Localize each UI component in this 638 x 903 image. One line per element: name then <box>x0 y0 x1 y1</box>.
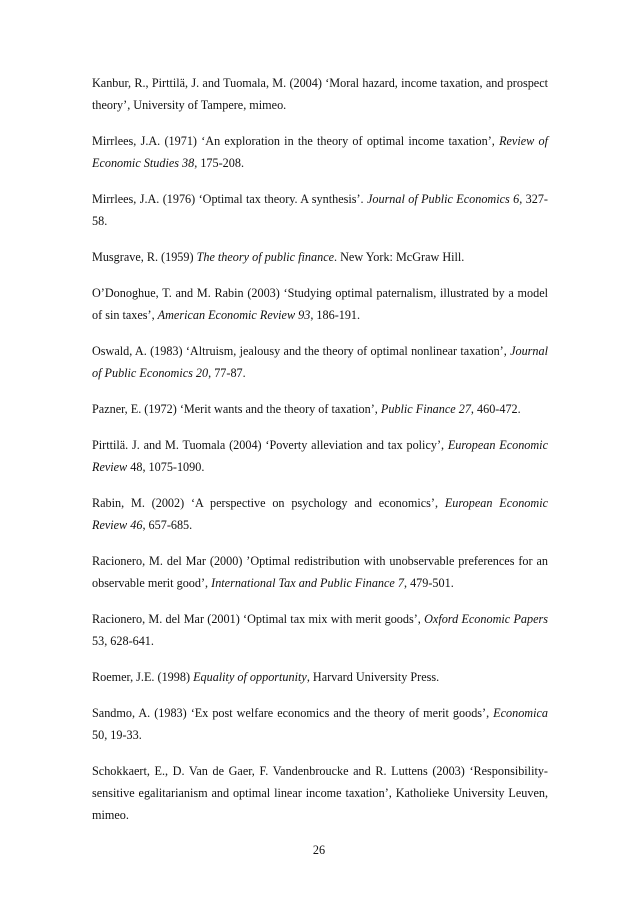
reference-entry <box>92 246 548 268</box>
reference-text: Schokkaert, E., D. Van de Gaer, F. Vandenbroucke and R. Luttens (2003) ‘Responsibility-sensitive egalitarianism and optimal linear income taxation’, Katholieke University Leuven, mimeo. <box>92 764 548 822</box>
reference-text: 48, 1075-1090. <box>127 460 205 474</box>
reference-text: Mirrlees, J.A. (1971) ‘An exploration in the theory of optimal income taxation’, <box>92 134 500 148</box>
reference-text: Sandmo, A. (1983) ‘Ex post welfare economics and the theory of merit goods’, <box>92 706 494 720</box>
reference-entry <box>92 340 548 384</box>
reference-source-italic: American Economic Review 93 <box>157 308 311 322</box>
reference-entry <box>92 550 548 594</box>
reference-entry <box>92 398 548 420</box>
reference-text: , 657-685. <box>142 518 193 532</box>
reference-entry <box>92 282 548 326</box>
reference-text: Pirttilä. J. and M. Tuomala (2004) ‘Poverty alleviation and tax policy’, <box>92 438 448 452</box>
reference-text: Roemer, J.E. (1998) <box>92 670 194 684</box>
page-number: 26 <box>312 843 326 857</box>
reference-text: , 175-208. <box>194 156 244 170</box>
reference-source-italic: Equality of opportunity <box>193 670 307 684</box>
reference-text: Kanbur, R., Pirttilä, J. and Tuomala, M. (2004) ‘Moral hazard, income taxation, and prospect theory’, University of Tampere, mimeo. <box>92 76 548 112</box>
reference-entry <box>92 72 548 116</box>
reference-text: 53, 628-641. <box>92 634 154 648</box>
reference-source-italic: European Economic Review 46 <box>92 496 548 532</box>
reference-text: O’Donoghue, T. and M. Rabin (2003) ‘Studying optimal paternalism, illustrated by a model of sin taxes’, <box>92 286 548 322</box>
reference-source-italic: Journal of Public Economics 6 <box>366 192 520 206</box>
reference-entry <box>92 760 548 826</box>
reference-text: , 186-191. <box>310 308 361 322</box>
reference-text: , 479-501. <box>403 576 454 590</box>
reference-text: , 77-87. <box>208 366 246 380</box>
reference-entry <box>92 188 548 232</box>
reference-source-italic: Public Finance 27 <box>380 402 471 416</box>
reference-entry <box>92 130 548 174</box>
reference-text: Pazner, E. (1972) ‘Merit wants and the theory of taxation’, <box>92 402 381 416</box>
reference-text: , Harvard University Press. <box>306 670 440 684</box>
reference-source-italic: Journal of Public Economics 20 <box>92 344 548 380</box>
reference-entry <box>92 434 548 478</box>
reference-entry <box>92 608 548 652</box>
reference-entry <box>92 666 548 688</box>
reference-entry <box>92 702 548 746</box>
reference-text: Racionero, M. del Mar (2001) ‘Optimal tax mix with merit goods’, <box>92 612 425 626</box>
reference-source-italic: Review of Economic Studies 38 <box>92 134 548 170</box>
reference-text: Oswald, A. (1983) ‘Altruism, jealousy and the theory of optimal nonlinear taxation’, <box>92 344 511 358</box>
reference-text: Rabin, M. (2002) ‘A perspective on psychology and economics’, <box>92 496 445 510</box>
reference-list <box>92 72 548 840</box>
reference-source-italic: European Economic Review <box>92 438 548 474</box>
reference-text: Musgrave, R. (1959) <box>92 250 197 264</box>
reference-text: , 460-472. <box>470 402 521 416</box>
reference-source-italic: The theory of public finance <box>196 250 335 264</box>
reference-source-italic: Economica <box>493 706 548 720</box>
reference-text: Mirrlees, J.A. (1976) ‘Optimal tax theory. A synthesis’. <box>92 192 367 206</box>
reference-text: Racionero, M. del Mar (2000) ’Optimal redistribution with unobservable preferences for an observable merit good’, <box>92 554 548 590</box>
reference-text: 50, 19-33. <box>92 728 142 742</box>
reference-entry <box>92 492 548 536</box>
reference-text: . New York: McGraw Hill. <box>334 250 465 264</box>
reference-text: , 327-58. <box>92 192 548 228</box>
reference-source-italic: Oxford Economic Papers <box>424 612 548 626</box>
reference-source-italic: International Tax and Public Finance 7 <box>211 576 404 590</box>
